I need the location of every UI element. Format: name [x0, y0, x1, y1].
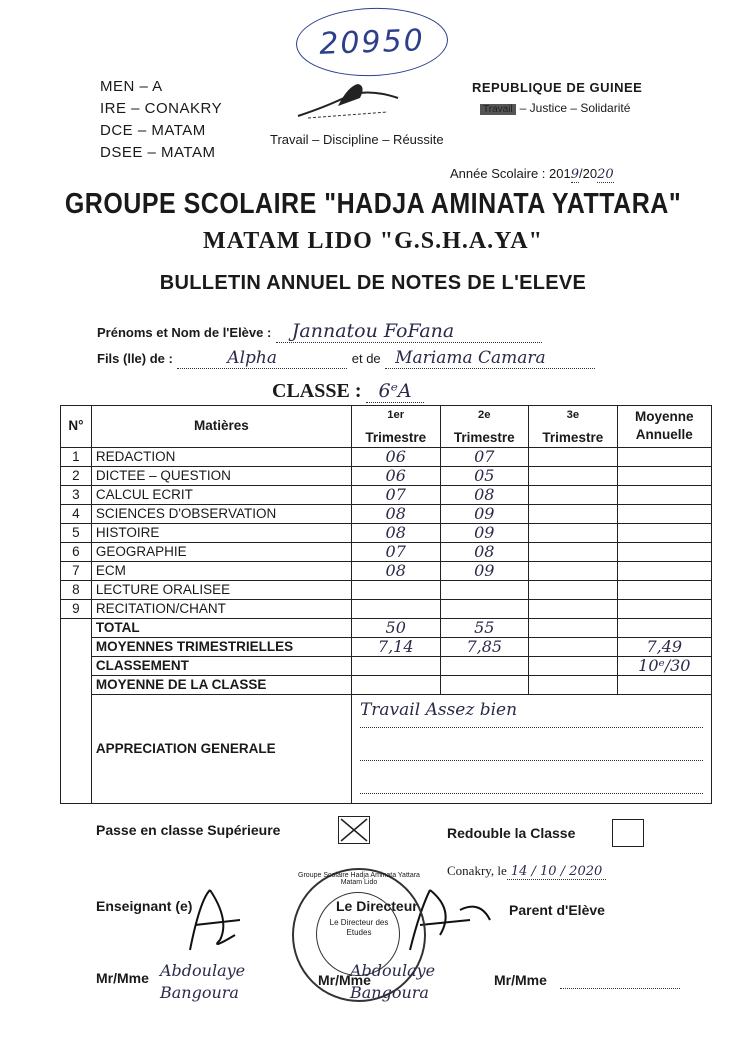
parent-row	[97, 348, 595, 369]
emblem-icon	[288, 76, 408, 126]
col-t1	[351, 406, 440, 448]
row-num: 2	[61, 466, 92, 485]
t3-sup: 3e	[566, 409, 580, 421]
classe-row	[272, 380, 424, 403]
row-subject: CALCUL ECRIT	[91, 485, 351, 504]
table-row	[61, 447, 712, 466]
row-t1: 08	[351, 561, 440, 580]
row-subject: GEOGRAPHIE	[91, 542, 351, 561]
moyenne-classe-t1	[351, 675, 440, 694]
row-subject: SCIENCES D'OBSERVATION	[91, 504, 351, 523]
moy-t2: 7,85	[440, 637, 529, 656]
republic-title: REPUBLIQUE DE GUINEE	[472, 80, 643, 95]
row-num: 3	[61, 485, 92, 504]
classe-value: 6ᵉA	[366, 380, 423, 403]
row-t1	[351, 599, 440, 618]
header-line: DSEE – MATAM	[100, 144, 216, 161]
redouble-checkbox[interactable]	[612, 819, 644, 847]
and-label: et de	[351, 351, 381, 366]
table-row	[61, 542, 712, 561]
row-t2: 05	[440, 466, 529, 485]
header-line: DCE – MATAM	[100, 122, 206, 139]
row-t2: 08	[440, 485, 529, 504]
t1-label: Trimestre	[365, 429, 427, 445]
row-num: 5	[61, 523, 92, 542]
school-subtitle: MATAM LIDO "G.S.H.A.YA"	[203, 228, 543, 254]
moy-annuelle: 7,49	[617, 637, 711, 656]
teacher-signature	[180, 880, 260, 960]
date-label: Conakry, le	[447, 863, 507, 878]
school-year-value: 9	[570, 167, 579, 182]
classement-label: CLASSEMENT	[91, 656, 351, 675]
classement-value: 10ᵉ/30	[617, 656, 711, 675]
republic-motto	[480, 101, 630, 115]
t1-sup: 1er	[387, 409, 405, 421]
table-row	[61, 561, 712, 580]
mr-label-parent: Mr/Mme	[494, 972, 547, 988]
row-t3	[529, 599, 618, 618]
serial-number: 20950	[295, 5, 449, 78]
row-moy	[617, 542, 711, 561]
row-subject: LECTURE ORALISEE	[91, 580, 351, 599]
moy-t1: 7,14	[351, 637, 440, 656]
table-row	[61, 599, 712, 618]
row-t3	[529, 485, 618, 504]
row-t3	[529, 523, 618, 542]
moy-t3	[529, 637, 618, 656]
ministry-header	[100, 76, 222, 164]
parent-sign-label: Parent d'Elève	[509, 902, 605, 918]
row-t1: 08	[351, 504, 440, 523]
parent-name-line	[560, 988, 680, 989]
row-moy	[617, 580, 711, 599]
row-t1: 08	[351, 523, 440, 542]
row-moy	[617, 599, 711, 618]
student-name-value: Jannatou FoFana	[276, 320, 542, 343]
row-moy	[617, 447, 711, 466]
row-moy	[617, 466, 711, 485]
teacher-name: Abdoulaye Bangoura	[160, 961, 246, 1002]
appreciation-cell	[351, 694, 711, 803]
blank-num-cell	[61, 618, 92, 803]
appreciation-label: APPRECIATION GENERALE	[91, 694, 351, 803]
moyenne-classe-t3	[529, 675, 618, 694]
document-title: BULLETIN ANNUEL DE NOTES DE L'ELEVE	[159, 272, 587, 294]
row-moy	[617, 561, 711, 580]
row-t1	[351, 580, 440, 599]
date-row	[447, 863, 606, 879]
row-subject: DICTEE – QUESTION	[91, 466, 351, 485]
stamp-text: Groupe Scolaire Hadja Aminata Yattara Matam Lido	[298, 872, 420, 886]
row-moy	[617, 485, 711, 504]
student-name-row	[97, 320, 542, 343]
row-num: 7	[61, 561, 92, 580]
motto-prefix: Travail	[480, 104, 516, 115]
row-t2: 08	[440, 542, 529, 561]
row-t2	[440, 599, 529, 618]
classement-t1	[351, 656, 440, 675]
row-t3	[529, 466, 618, 485]
row-subject: RECITATION/CHANT	[91, 599, 351, 618]
row-t2: 07	[440, 447, 529, 466]
moyenne-classe-t2	[440, 675, 529, 694]
appreciation-line	[360, 728, 703, 761]
col-moy	[617, 406, 711, 448]
passe-label: Passe en classe Supérieure	[96, 822, 281, 838]
stamp-center: Le Directeur des Etudes	[329, 918, 389, 937]
table-row	[61, 580, 712, 599]
header-line: IRE – CONAKRY	[100, 100, 223, 117]
classe-label: CLASSE :	[272, 380, 362, 402]
row-subject: ECM	[91, 561, 351, 580]
row-t3	[529, 561, 618, 580]
mr-label-director: Mr/Mme	[318, 972, 371, 988]
classement-t3	[529, 656, 618, 675]
row-num: 6	[61, 542, 92, 561]
row-moy	[617, 504, 711, 523]
parent-label: Fils (lle) de :	[97, 351, 173, 366]
moy-label2: Annuelle	[635, 427, 693, 443]
appreciation-row	[61, 694, 712, 803]
total-t3	[529, 618, 618, 637]
row-t2: 09	[440, 561, 529, 580]
row-subject: HISTOIRE	[91, 523, 351, 542]
grades-table	[60, 405, 712, 804]
mother-value: Mariama Camara	[385, 348, 595, 369]
appreciation-value: Travail Assez bien	[360, 701, 703, 728]
row-t1: 07	[351, 542, 440, 561]
moyenne-classe-label: MOYENNE DE LA CLASSE	[91, 675, 351, 694]
col-num: N°	[61, 406, 92, 448]
row-t3	[529, 447, 618, 466]
father-value: Alpha	[177, 348, 347, 369]
row-subject: REDACTION	[91, 447, 351, 466]
row-moy	[617, 523, 711, 542]
moyenne-classe-moy	[617, 675, 711, 694]
total-moy	[617, 618, 711, 637]
motto: Travail – Discipline – Réussite	[270, 132, 444, 147]
table-row	[61, 504, 712, 523]
row-t3	[529, 580, 618, 599]
total-t2: 55	[440, 618, 529, 637]
row-num: 8	[61, 580, 92, 599]
school-year-label: Année Scolaire : 201	[450, 166, 571, 181]
motto-rest: – Justice – Solidarité	[519, 101, 631, 115]
row-t1: 07	[351, 485, 440, 504]
moyennes-row	[61, 637, 712, 656]
director-label: Le Directeur	[336, 898, 418, 914]
classement-row	[61, 656, 712, 675]
table-row	[61, 466, 712, 485]
row-num: 9	[61, 599, 92, 618]
header-line: MEN – A	[100, 78, 163, 95]
row-t2: 09	[440, 523, 529, 542]
passe-checkbox[interactable]	[338, 816, 370, 844]
table-row	[61, 485, 712, 504]
redouble-label: Redouble la Classe	[447, 825, 576, 841]
school-year-sep: /20	[578, 166, 598, 181]
moy-label1: Moyenne	[635, 409, 694, 425]
total-row	[61, 618, 712, 637]
table-row	[61, 523, 712, 542]
moyenne-classe-row	[61, 675, 712, 694]
row-num: 4	[61, 504, 92, 523]
t3-label: Trimestre	[542, 429, 604, 445]
row-t3	[529, 542, 618, 561]
col-t2	[440, 406, 529, 448]
row-t2: 09	[440, 504, 529, 523]
school-name: GROUPE SCOLAIRE "HADJA AMINATA YATTARA"	[64, 187, 682, 221]
classement-t2	[440, 656, 529, 675]
total-label: TOTAL	[91, 618, 351, 637]
row-t1: 06	[351, 466, 440, 485]
col-t3	[529, 406, 618, 448]
school-year	[450, 166, 614, 182]
row-num: 1	[61, 447, 92, 466]
row-t2	[440, 580, 529, 599]
mr-label-teacher: Mr/Mme	[96, 970, 149, 986]
director-name: Abdoulaye Bangoura	[350, 961, 436, 1002]
appreciation-line	[360, 761, 703, 794]
school-year-value2: 20	[597, 167, 614, 182]
row-t1: 06	[351, 447, 440, 466]
total-t1: 50	[351, 618, 440, 637]
date-value: 14 / 10 / 2020	[507, 864, 606, 880]
student-name-label: Prénoms et Nom de l'Elève :	[97, 325, 272, 340]
teacher-label: Enseignant (e)	[96, 898, 193, 914]
t2-label: Trimestre	[453, 429, 515, 445]
check-x-icon	[339, 817, 369, 843]
col-subject: Matières	[91, 406, 351, 448]
t2-sup: 2e	[478, 409, 491, 421]
moy-label: MOYENNES TRIMESTRIELLES	[91, 637, 351, 656]
table-header-row	[61, 406, 712, 448]
row-t3	[529, 504, 618, 523]
